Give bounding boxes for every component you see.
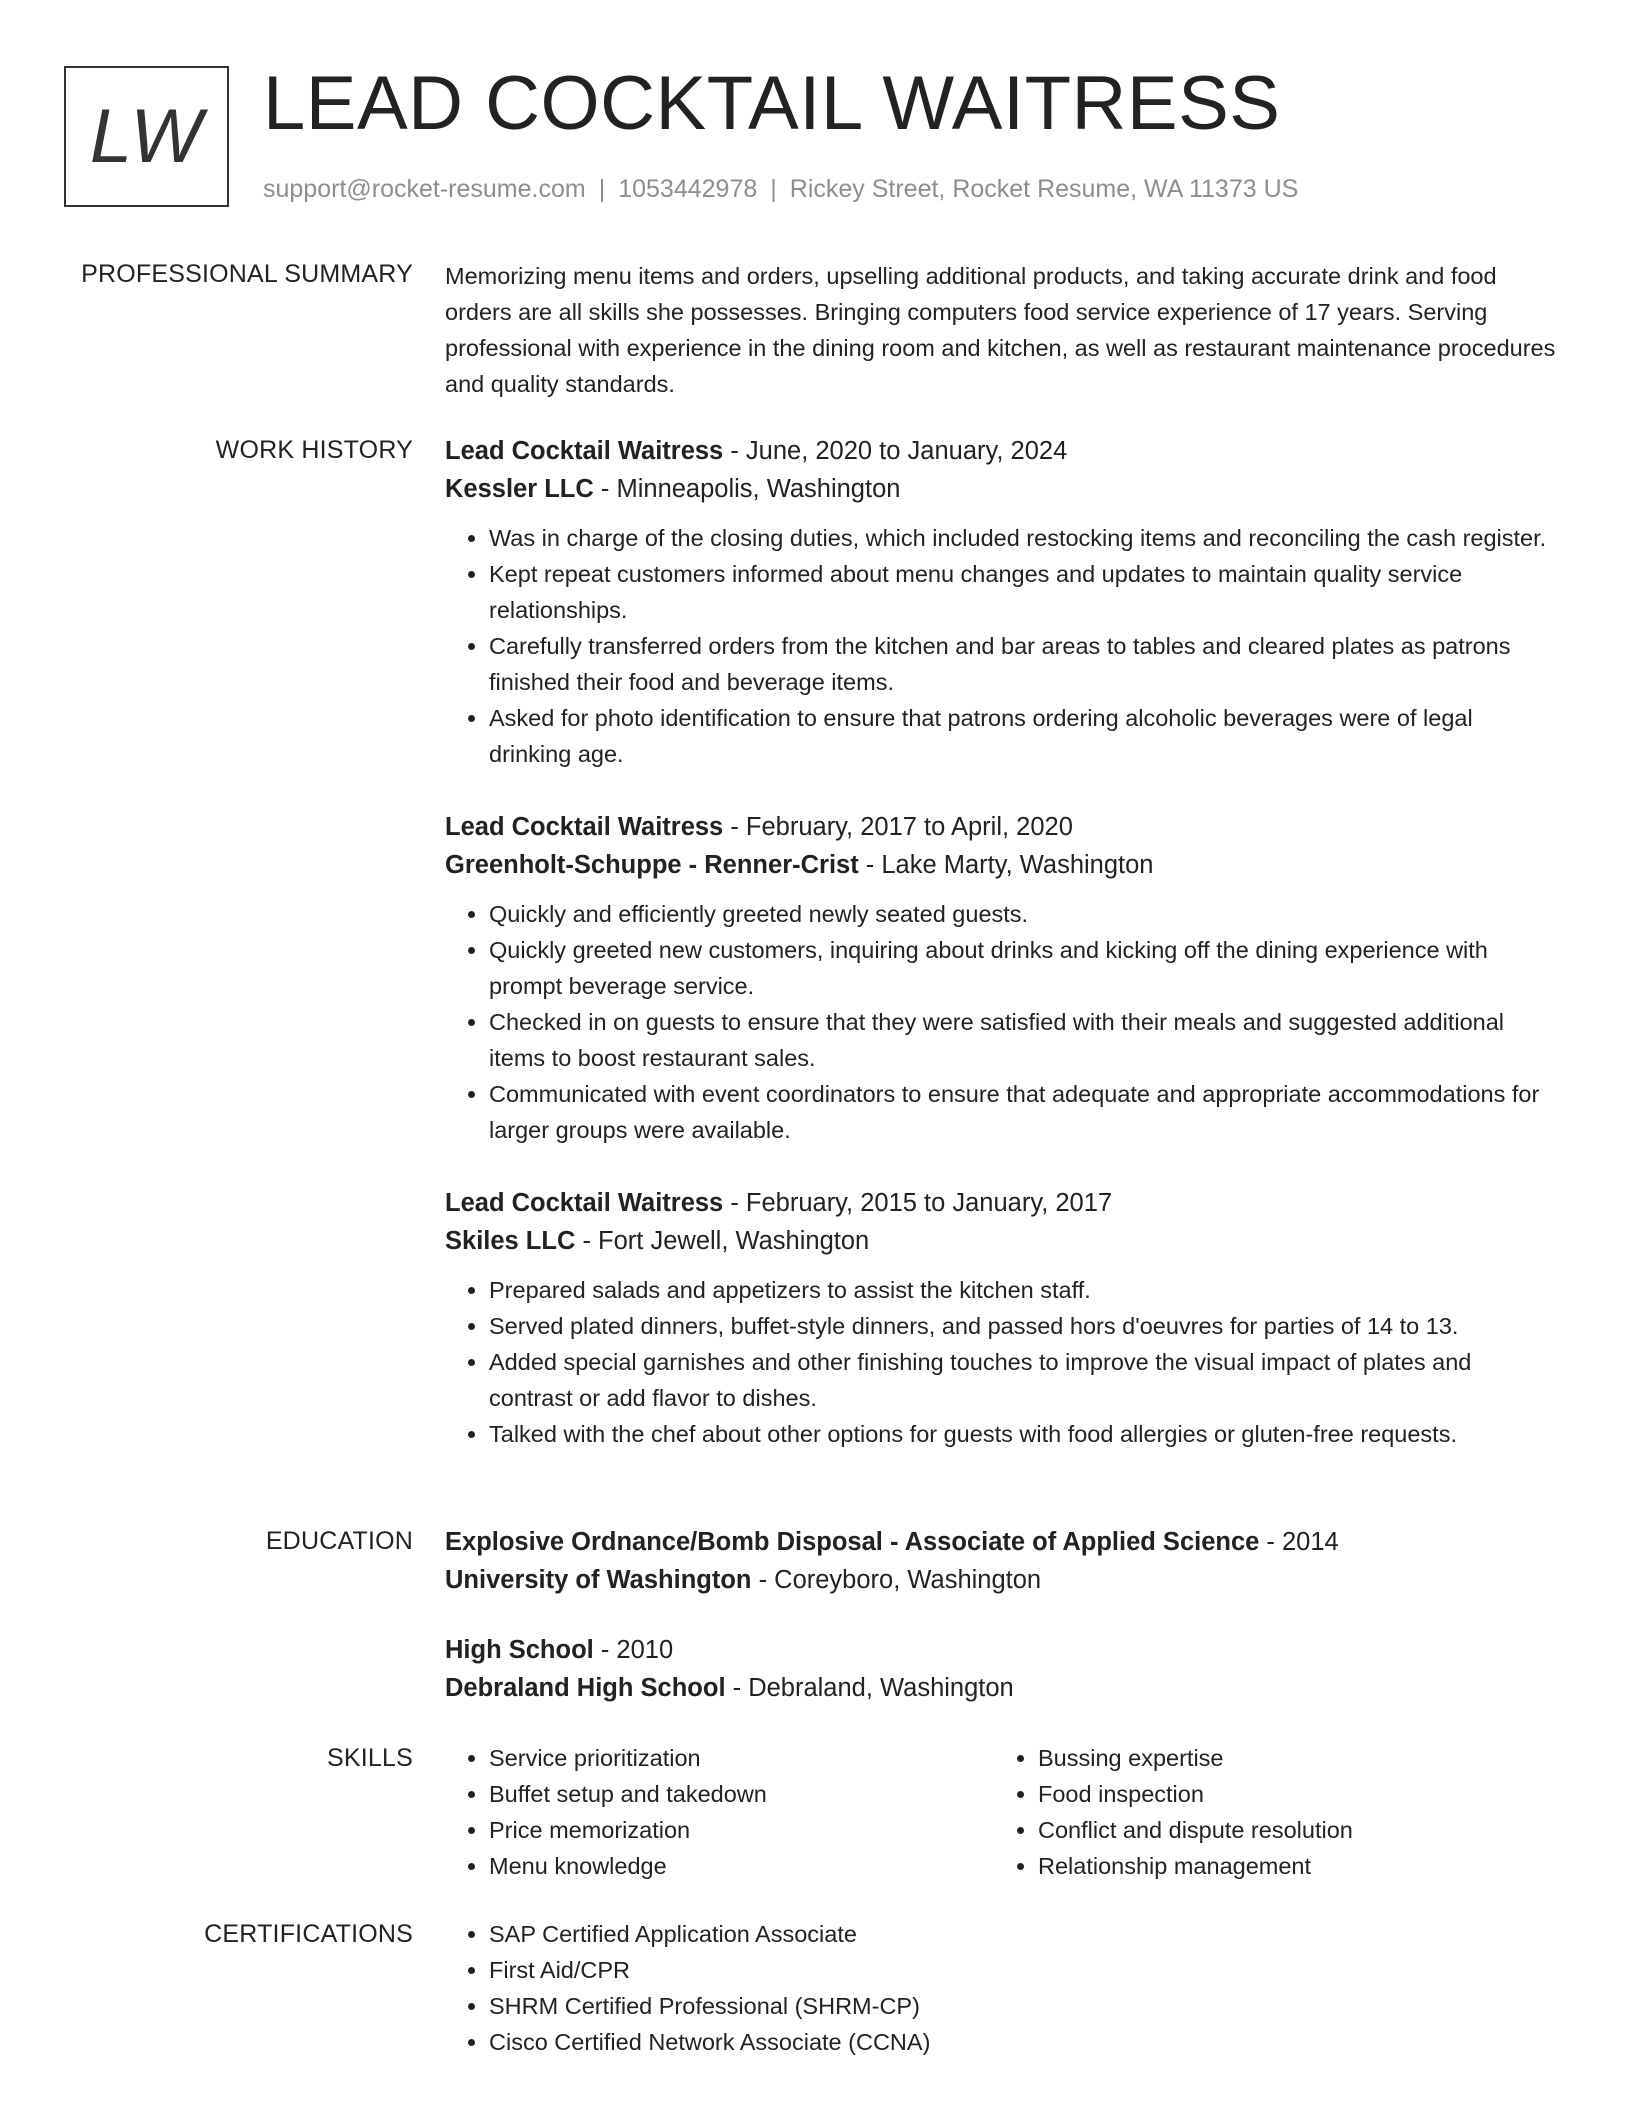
contact-email: support@rocket-resume.com [263, 175, 586, 203]
job-company: Greenholt-Schuppe - Renner-Crist [445, 851, 859, 879]
job-title: Lead Cocktail Waitress [445, 1189, 724, 1217]
skills-list-right [994, 1740, 1543, 1884]
education-content [445, 1523, 1560, 1739]
certification-item: • Cisco Certified Network Associate (CCNA) [489, 2024, 1560, 2060]
section-label-summary: PROFESSIONAL SUMMARY [81, 260, 413, 288]
education-year: - 2014 [1259, 1528, 1339, 1556]
skills-list-left [445, 1740, 994, 1884]
job-bullet: • Checked in on guests to ensure that they were satisfied with their meals and suggested additional items to boost restaurant sales. [489, 1004, 1560, 1076]
contact-separator: | [770, 175, 777, 203]
skill-item: • Price memorization [489, 1812, 994, 1848]
job-dates: - February, 2017 to April, 2020 [723, 813, 1073, 841]
job-dates: - February, 2015 to January, 2017 [723, 1189, 1113, 1217]
education-location: - Debraland, Washington [725, 1674, 1014, 1702]
job-title: Lead Cocktail Waitress [445, 813, 724, 841]
job-location: - Fort Jewell, Washington [575, 1227, 870, 1255]
resume-title: LEAD COCKTAIL WAITRESS [263, 61, 1281, 146]
job-bullet: • Prepared salads and appetizers to assist the kitchen staff. [489, 1272, 1560, 1308]
job-bullet: • Kept repeat customers informed about menu changes and updates to maintain quality service relationships. [489, 556, 1560, 628]
summary-text: Memorizing menu items and orders, upselling additional products, and taking accurate drink and food orders are all skills she possesses. Bringing computers food service experience of 17 years. Serving professional with experience in the dining room and kitchen, as well as restaurant maintenance procedures and quality standards. [445, 263, 1556, 397]
education-year: - 2010 [593, 1636, 674, 1664]
certification-item: • SHRM Certified Professional (SHRM-CP) [489, 1988, 1560, 2024]
skill-item: • Food inspection [1038, 1776, 1543, 1812]
work-content [445, 432, 1560, 1452]
job-location: - Minneapolis, Washington [593, 475, 901, 503]
skills-grid [445, 1740, 1560, 1884]
section-label-certifications: CERTIFICATIONS [204, 1920, 413, 1948]
job-company: Kessler LLC [445, 475, 594, 503]
skill-item: • Service prioritization [489, 1740, 994, 1776]
job-bullets [445, 520, 1560, 772]
education-school: University of Washington [445, 1566, 752, 1594]
monogram-box: LW [64, 66, 229, 207]
skill-item: • Menu knowledge [489, 1848, 994, 1884]
job-bullet: • Carefully transferred orders from the kitchen and bar areas to tables and cleared plates as patrons finished their food and beverage items. [489, 628, 1560, 700]
section-label-education: EDUCATION [265, 1527, 413, 1555]
job-bullets [445, 896, 1560, 1148]
skill-item: • Conflict and dispute resolution [1038, 1812, 1543, 1848]
skill-item: • Bussing expertise [1038, 1740, 1543, 1776]
job-bullet: • Was in charge of the closing duties, which included restocking items and reconciling the cash register. [489, 520, 1560, 556]
certifications-content [445, 1916, 1560, 2060]
job-bullet: • Added special garnishes and other finishing touches to improve the visual impact of plates and contrast or add flavor to dishes. [489, 1344, 1560, 1416]
job-bullet: • Communicated with event coordinators to ensure that adequate and appropriate accommodations for larger groups were available. [489, 1076, 1560, 1148]
job-location: - Lake Marty, Washington [858, 851, 1154, 879]
job-bullet: • Quickly and efficiently greeted newly seated guests. [489, 896, 1560, 932]
education-degree: Explosive Ordnance/Bomb Disposal - Associate of Applied Science [445, 1528, 1260, 1556]
job-title: Lead Cocktail Waitress [445, 437, 724, 465]
job-dates: - June, 2020 to January, 2024 [723, 437, 1068, 465]
section-label-work: WORK HISTORY [215, 436, 413, 464]
certifications-list [445, 1916, 1560, 2060]
job-company: Skiles LLC [445, 1227, 576, 1255]
job-entry [445, 432, 1560, 772]
job-bullet: • Quickly greeted new customers, inquiring about drinks and kicking off the dining experience with prompt beverage service. [489, 932, 1560, 1004]
education-entry [445, 1523, 1560, 1599]
job-bullet: • Asked for photo identification to ensure that patrons ordering alcoholic beverages were of legal drinking age. [489, 700, 1560, 772]
job-bullet: • Talked with the chef about other options for guests with food allergies or gluten-free requests. [489, 1416, 1560, 1452]
skill-item: • Buffet setup and takedown [489, 1776, 994, 1812]
education-degree: High School [445, 1636, 594, 1664]
education-entry [445, 1631, 1560, 1707]
summary-content [445, 258, 1560, 402]
education-location: - Coreyboro, Washington [751, 1566, 1042, 1594]
job-bullets [445, 1272, 1560, 1452]
certification-item: • SAP Certified Application Associate [489, 1916, 1560, 1952]
contact-address: Rickey Street, Rocket Resume, WA 11373 US [789, 175, 1299, 203]
education-school: Debraland High School [445, 1674, 726, 1702]
job-entry [445, 808, 1560, 1148]
skill-item: • Relationship management [1038, 1848, 1543, 1884]
job-bullet: • Served plated dinners, buffet-style dinners, and passed hors d'oeuvres for parties of 14 to 13. [489, 1308, 1560, 1344]
skills-content [445, 1740, 1560, 1884]
section-label-skills: SKILLS [327, 1744, 413, 1772]
job-entry [445, 1184, 1560, 1452]
contact-line [263, 172, 1298, 206]
contact-phone: 1053442978 [618, 175, 758, 203]
contact-separator: | [598, 175, 606, 203]
certification-item: • First Aid/CPR [489, 1952, 1560, 1988]
